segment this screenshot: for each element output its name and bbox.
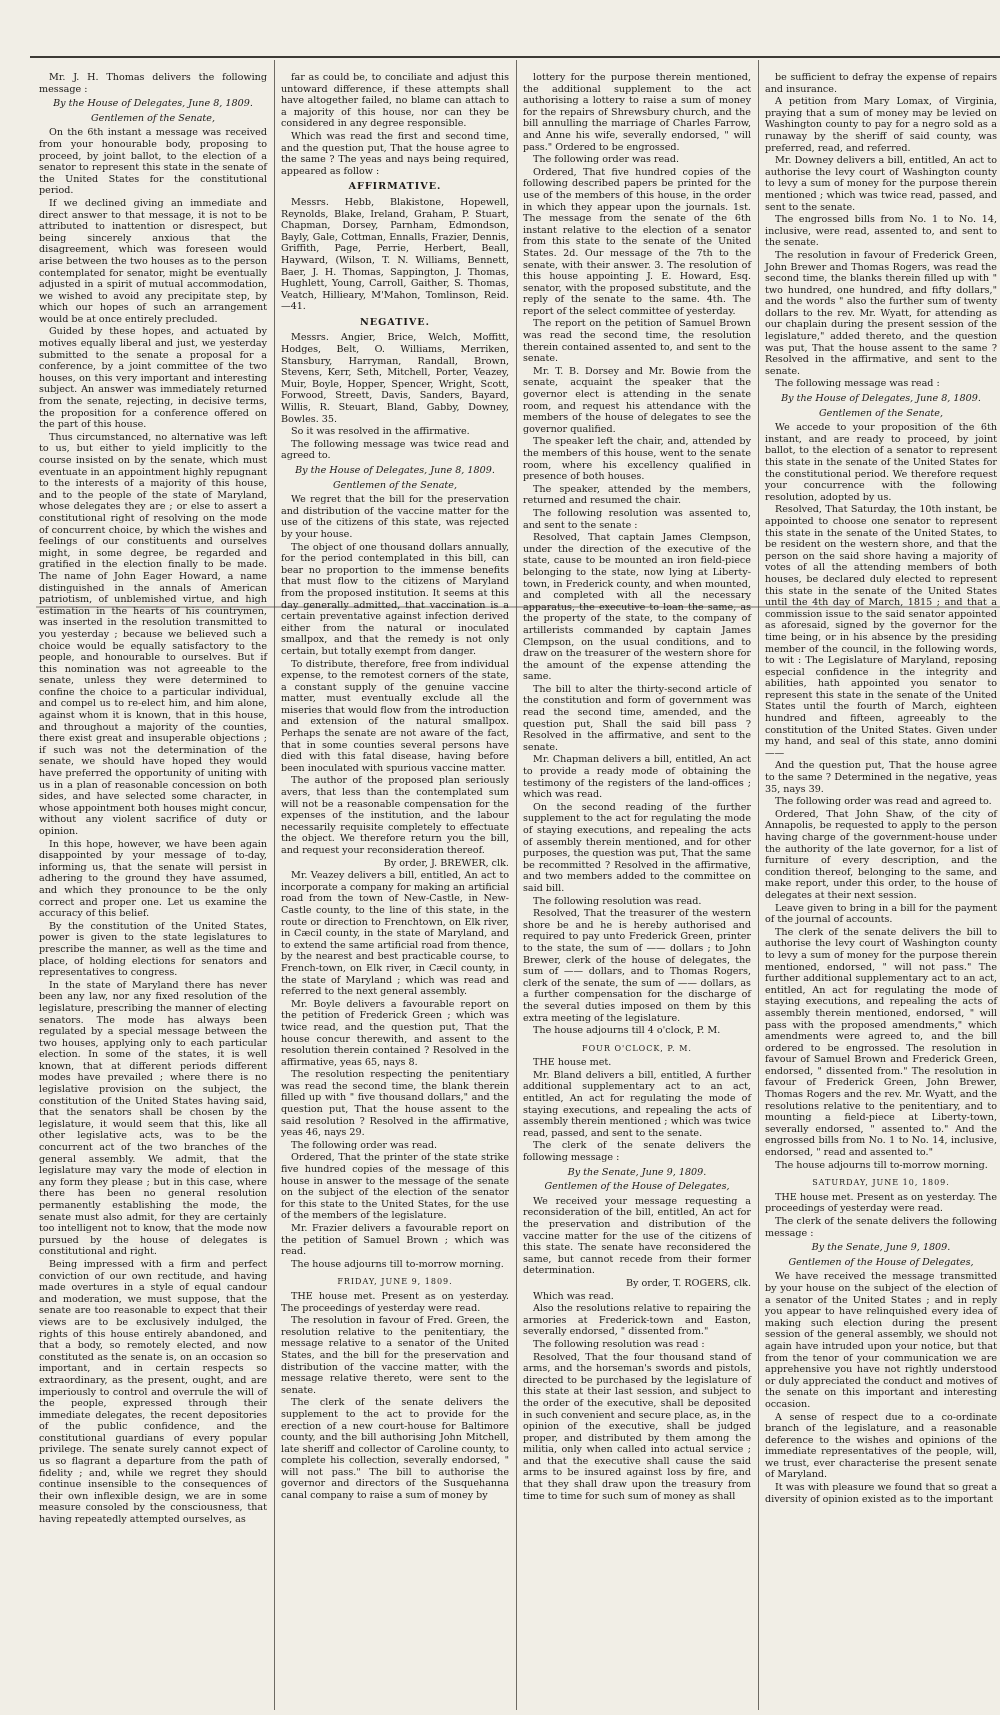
dateline: By the Senate, June 9, 1809.	[811, 1242, 951, 1254]
day-heading: FRIDAY, JUNE 9, 1809.	[337, 1277, 453, 1287]
paragraph: The bill to alter the thirty-second article of the constitution and form of government was read the second time, amended, and the question put, Shall the said bill pass ? Resolved in the affirmative, and sent to the senate.	[523, 683, 751, 753]
paragraph: Guided by these hopes, and actuated by motives equally liberal and just, we yesterday submitted to the senate a proposal for a conference, by a joint committee of the two houses, on this very important and interesting subject. An answer was immediately returned from the senate, rejecting, in decisive terms, the proposition for a conference offered on the part of this house.	[39, 326, 267, 431]
paragraph: Resolved, That the treasurer of the western shore be and he is hereby authorised and required to pay unto Frederick Green, printer to the state, the sum of —— dollars ; to John Brewer, clerk of the house of delegates, the sum of —— dollars, and to Thomas Rogers, clerk of the senate, the sum of —— dollars, as a further compensation for the discharge of the several duties imposed on them by this extra meeting of the legislature.	[523, 908, 751, 1024]
paragraph: We accede to your proposition of the 6th instant, and are ready to proceed, by joint ballot, to the election of a senator to represent this state in the senate of the United States for the constitutional period. We therefore request your concurrence with the following resolution, adopted by us.	[765, 422, 997, 503]
paragraph: Mr. Chapman delivers a bill, entitled, An act to provide a ready mode of obtaining the testimony of the registers of the land-offices ; which was read.	[523, 754, 751, 801]
salutation: Gentlemen of the House of Delegates,	[544, 1181, 730, 1193]
column-3	[520, 72, 754, 1697]
paragraph: The following message was twice read and agreed to.	[281, 438, 509, 462]
paragraph: Being impressed with a firm and perfect conviction of our own rectitude, and having made overtures in a style of equal candour and moderation, we must suppose, that the senate are too reasonable to expect that their views are to be exclusively indulged, the rights of this house entirely abandoned, and that a body, so remotely elected, and now constituted as the senate is, on an occasion so important, and in certain respects so extraordinary, as the present, ought, and are imperiously to control and overrule the will of the people, expressed through their immediate delegates, the recent depositories of the public confidence, and the constitutional guardians of every popular privilege. The senate surely cannot expect of us so flagrant a departure from the path of fidelity ; and, while we regret they should continue insensible to the consequences of their own inflexible design, we are in some measure consoled by the consciousness, that having repeatedly attempted ourselves, as	[39, 1258, 267, 1526]
dateline: By the House of Delegates, June 8, 1809.	[781, 393, 981, 405]
paragraph: Mr. Bland delivers a bill, entitled, A further additional supplementary act to an act, entitled, An act for regulating the mode of staying executions, and repealing the acts of assembly therein mentioned ; which was twice read, passed, and sent to the senate.	[523, 1069, 751, 1139]
dateline: By the House of Delegates, June 8, 1809.	[295, 465, 495, 476]
paragraph: THE house met.	[533, 1057, 612, 1069]
paragraph: In this hope, however, we have been again disappointed by your message of to-day, informing us, that the senate will persist in adhering to the ground they have assumed, and which they pronounce to be the only correct and proper one. Let us examine the accuracy of this belief.	[39, 838, 267, 920]
paragraph: The object of one thousand dollars annually, for the period contemplated in this bill, can bear no proportion to the immense benefits that must flow to the citizens of Maryland from the proposed institution. It seems at this day generally admitted, that vaccination is a certain preventative against infection derived either from the natural or inoculated smallpox, and that the remedy is not only certain, but totally exempt from danger.	[281, 541, 509, 657]
paragraph: On the second reading of the further supplement to the act for regulating the mode of staying executions, and repealing the acts of assembly therein mentioned, and for other purposes, the question was put, That the same be recommitted ? Resolved in the affirmative, and two members added to the committee on said bill.	[523, 801, 751, 894]
salutation: Gentlemen of the House of Delegates,	[788, 1256, 974, 1268]
paragraph: The resolution in favour of Fred. Green, the resolution relative to the penitentiary, the message relative to a senator of the United States, and the bill for the preservation and distribution of the vaccine matter, with the message relative thereto, were sent to the senate.	[281, 1315, 509, 1396]
paragraph: The following resolution was assented to, and sent to the senate :	[523, 507, 751, 531]
paragraph: Which was read the first and second time, and the question put, That the house agree to the same ? The yeas and nays being required, appeared as follow :	[281, 130, 509, 177]
section-heading: AFFIRMATIVE.	[348, 181, 442, 193]
paragraph: The clerk of the senate delivers the supplement to the act to provide for the erection of a new court-house for Baltimore county, and the bill authorising John Mitchell, late sheriff and collector of Caroline county, to complete his collection, severally endorsed, " will not pass." The bill to authorise the governor and directors of the Susquehanna canal company to raise a sum of money by	[281, 1397, 509, 1502]
paragraph: lottery for the purpose therein mentioned, the additional supplement to the act authorising a lottery to raise a sum of money for the repairs of Shrewsbury church, and the bill annulling the marriage of Charles Farrow, and Anne his wife, severally endorsed, " will pass." Ordered to be engrossed.	[523, 72, 751, 153]
paragraph: The house adjourns till to-morrow morning.	[775, 1159, 988, 1171]
paragraph: Resolved, That the four thousand stand of arms, and the horseman's swords and pistols, directed to be purchased by the legislature of this state at their last session, and subject to the order of the executive, shall be deposited in such convenient and secure place, as, in the opinion of the executive, shall be judged proper, and distributed by them among the militia, only when called into actual service ; and that the executive shall cause the said arms to be insured against loss by fire, and that they shall draw upon the treasury from time to time for such sum of money as shall	[523, 1351, 751, 1502]
column-rule	[516, 60, 517, 1710]
column-rule	[274, 60, 275, 1710]
paragraph: The speaker, attended by the members, returned and resumed the chair.	[523, 483, 751, 507]
column-rule	[758, 60, 759, 1710]
paragraph: The following order was read.	[291, 1139, 438, 1151]
top-border-rule	[30, 56, 1000, 58]
paragraph: The engrossed bills from No. 1 to No. 14, inclusive, were read, assented to, and sent to the senate.	[765, 214, 997, 249]
paragraph: We regret that the bill for the preservation and distribution of the vaccine matter for the use of the citizens of this state, was rejected by your house.	[281, 494, 509, 540]
dateline: By the Senate, June 9, 1809.	[567, 1166, 707, 1178]
paragraph: The following resolution was read.	[533, 895, 702, 907]
paragraph: The report on the petition of Samuel Brown was read the second time, the resolution therein contained assented to, and sent to the senate.	[523, 318, 751, 365]
paragraph: The following resolution was read :	[533, 1338, 705, 1350]
day-heading: SATURDAY, JUNE 10, 1809.	[812, 1178, 950, 1188]
paragraph: A sense of respect due to a co-ordinate branch of the legislature, and a reasonable deference to the wishes and opinions of the immediate representatives of the people, will, we trust, ever characterise the present senate of Maryland.	[765, 1411, 997, 1481]
paragraph: Mr. Downey delivers a bill, entitled, An act to authorise the levy court of Washington county to levy a sum of money for the purpose therein mentioned ; which was twice read, passed, and sent to the senate.	[765, 155, 997, 213]
paragraph: THE house met. Present as on yesterday. The proceedings of yesterday were read.	[765, 1191, 997, 1215]
paragraph: A petition from Mary Lomax, of Virginia, praying that a sum of money may be levied on Washington county to pay for a negro sold as a runaway by the sheriff of said county, was preferred, read, and referred.	[765, 96, 997, 154]
paragraph: The resolution respecting the penitentiary was read the second time, the blank therein filled up with " five thousand dollars," and the question put, That the house assent to the said resolution ? Resolved in the affirmative, yeas 46, nays 29.	[281, 1069, 509, 1139]
paragraph: far as could be, to conciliate and adjust this untoward difference, if these attempts shall have altogether failed, no blame can attach to a majority of this house, nor can they be considered in any degree responsible.	[281, 72, 509, 130]
salutation: Gentlemen of the Senate,	[819, 407, 943, 419]
paragraph: Resolved, That Saturday, the 10th instant, be appointed to choose one senator to represent this state in the senate of the United States, to be resident on the western shore, and that the person on the said shore having a majority of votes of all the attending members of both houses, be declared duly elected to represent this state in the senate of the United States until the 4th day of March, 1815 ; and that a commission issue to the said senator appointed as aforesaid, signed by the governor for the time being, or in his absence by the presiding member of the council, in the following words, to wit : The Legislature of Maryland, reposing especial confidence in the integrity and abilities, hath appointed you senator to represent this state in the senate of the United States until the fourth of March, eighteen hundred and fifteen, agreeably to the constitution of the United States. Given under my hand, and seal of this state, anno domini ——	[765, 504, 997, 759]
column-4	[762, 72, 1000, 1697]
salutation: Gentlemen of the Senate,	[333, 479, 457, 491]
paragraph: Messrs. Hebb, Blakistone, Hopewell, Reynolds, Blake, Ireland, Graham, P. Stuart, Chapman, Dorsey, Parnham, Edmondson, Bayly, Gale, Cottman, Ennalls, Frazier, Dennis, Griffith, Page, Perrie, Herbert, Beall, Hayward, (Wilson, T. N. Williams, Bennett, Baer, J. H. Thomas, Sappington, J. Thomas, Hughlett, Young, Carroll, Gaither, S. Thomas, Veatch, Hillieary, M'Mahon, Tomlinson, Reid.—41.	[281, 196, 509, 313]
paragraph: Thus circumstanced, no alternative was left to us, but either to yield implicitly to the course insisted on by the senate, which must eventuate in an appointment highly repugnant to the interests of a majority of this house, and to the people of the state of Maryland, whose delegates they are ; or else to assert a constitutional right of resolving on the mode of concurrent choice, by which the wishes and feelings of our constituents and ourselves might, in some degree, be regarded and gratified in the election finally to be made. The name of John Eager Howard, a name distinguished in the annals of American patriotism, of unblemished virtue, and high estimation in the hearts of his countrymen, was inserted in the resolution transmitted to you yesterday ; because we believed such a choice would be equally satisfactory to the people, and honourable to ourselves. But if this nomination was not agreeable to the senate, unless they were determined to confine the choice to a particular individual, and compel us to re-elect him, and him alone, against whom it is known, that in this house, and throughout a majority of the counties, there exist great and insuperable objections ; if such was not the determination of the senate, we should have hoped they would have preferred the opportunity of uniting with us in a plan of reasonable concession on both sides, and have selected some character, in whose appointment both houses might concur, without any violent sacrifice of duty or opinion.	[39, 431, 267, 837]
paragraph: The following order was read and agreed to.	[775, 796, 992, 808]
paragraph: Ordered, That five hundred copies of the following described papers be printed for the use of the members of this house, in the order in which they appear upon the journals. 1st. The message from the senate of the 6th instant relative to the election of a senator from this state to the senate of the United States. 2d. Our message of the 7th to the senate, with their answer. 3. The resolution of this house appointing J. E. Howard, Esq. senator, with the proposed substitute, and the reply of the senate to the same. 4th. The report of the select committee of yesterday.	[523, 166, 751, 317]
paragraph: Which was read.	[533, 1290, 614, 1302]
paragraph: The resolution in favour of Frederick Green, John Brewer and Thomas Rogers, was read the second time, the blanks therein filled up with " two hundred, one hundred, and fifty dollars," and the words " also the further sum of twenty dollars to the rev. Mr. Wyatt, for attending as our chaplain during the present session of the legislature," added thereto, and the question was put, That the house assent to the same ? Resolved in the affirmative, and sent to the senate.	[765, 249, 997, 377]
paragraph: Mr. T. B. Dorsey and Mr. Bowie from the senate, acquaint the speaker that the governor elect is attending in the senate room, and request his attendance with the members of the house of delegates to see the governor qualified.	[523, 365, 751, 435]
paragraph: The following message was read :	[775, 378, 940, 390]
paragraph: We have received the message transmitted by your house on the subject of the election of a senator of the United States ; and in reply you appear to have relinquished every idea of making such election during the present session of the general assembly, we should not again have intruded upon your notice, but that from the tenor of your communication we are apprehensive you have not rightly understood or duly appreciated the conduct and motives of the senate on this important and interesting occasion.	[765, 1271, 997, 1410]
column-2	[278, 72, 512, 1697]
paragraph: To distribute, therefore, free from individual expense, to the remotest corners of the state, a constant supply of the genuine vaccine matter, must eventually exclude all the miseries that would flow from the introduction and extension of the natural smallpox. Perhaps the senate are not aware of the fact, that in some counties several persons have died with this fatal disease, having before been inoculated with spurious vaccine matter.	[281, 658, 509, 774]
paragraph: On the 6th instant a message was received from your honourable body, proposing to proceed, by joint ballot, to the election of a senator to represent this state in the senate of the United States for the constitutional period.	[39, 127, 267, 197]
paragraph: THE house met. Present as on yesterday. The proceedings of yesterday were read.	[281, 1290, 509, 1314]
paragraph: The clerk of the senate delivers the bill to authorise the levy court of Washington county to levy a sum of money for the purpose therein mentioned, endorsed, " will not pass." The further additional supplementary act to an act, entitled, An act for regulating the mode of staying executions, and repealing the acts of assembly therein mentioned, endorsed, " will pass with the proposed amendments," which amendments were agreed to, and the bill ordered to be engrossed. The resolution in favour of Samuel Brown and Frederick Green, endorsed, " dissented from." The resolution in favour of Frederick Green, John Brewer, Thomas Rogers and the rev. Mr. Wyatt, and the resolutions relative to the penitentiary, and to mounting a field-piece at Liberty-town, severally endorsed, " assented to." And the engrossed bills from No. 1 to No. 14, inclusive, endorsed, " read and assented to."	[765, 926, 997, 1159]
time-heading: FOUR O'CLOCK, P. M.	[582, 1043, 692, 1053]
paragraph: Ordered, That John Shaw, of the city of Annapolis, be requested to apply to the person having charge of the government-house under the authority of the late governor, for a list of furniture of every description, and the condition thereof, belonging to the same, and make report, under this order, to the house of delegates at their next session.	[765, 808, 997, 901]
paragraph: The house adjourns till 4 o'clock, P. M.	[533, 1025, 721, 1037]
paragraph: If we declined giving an immediate and direct answer to that message, it is not to be attributed to inattention or disrespect, but being sincerely anxious that the disagreement, which was foreseen would arise between the two houses as to the person contemplated for senator, might be eventually adjusted in a spirit of mutual accommodation, we wished to avoid any precipitate step, by which our hopes of such an arrangement would be at once entirely precluded.	[39, 197, 267, 325]
paragraph: We received your message requesting a reconsideration of the bill, entitled, An act for the preservation and distribution of the vaccine matter for the use of the citizens of this state. The senate have reconsidered the same, but cannot recede from their former determination.	[523, 1195, 751, 1277]
paragraph: Leave given to bring in a bill for the payment of the journal of accounts.	[765, 902, 997, 926]
paragraph: Mr. Frazier delivers a favourable report on the petition of Samuel Brown ; which was read.	[281, 1223, 509, 1258]
paragraph: Mr. Veazey delivers a bill, entitled, An act to incorporate a company for making an artificial road from the town of New-Castle, in New-Castle county, to the line of this state, in the route or direction to Frenchtown, on Elk river, in Cæcil county, in the state of Maryland, and to extend the same artificial road from thence, by the nearest and best practicable course, to French-town, on Elk river, in Cæcil county, in the state of Maryland ; which was read and referred to the next general assembly.	[281, 870, 509, 998]
paragraph: The following order was read.	[533, 154, 680, 166]
column-1	[36, 72, 270, 1697]
paragraph: By the constitution of the United States, power is given to the state legislatures to prescribe the manner, as well as the time and place, of holding elections for senators and representatives to congress.	[39, 920, 267, 979]
salutation: Gentlemen of the Senate,	[91, 112, 215, 124]
paragraph: The clerk of the senate delivers the following message :	[765, 1216, 997, 1239]
dateline: By the House of Delegates, June 8, 1809.	[53, 98, 253, 110]
signature-line: By order, J. BREWER, clk.	[383, 857, 509, 869]
paragraph: The clerk of the senate delivers the following message :	[523, 1140, 751, 1164]
paragraph: The speaker left the chair, and, attended by the members of this house, went to the senate room, where his excellency qualified in presence of both houses.	[523, 436, 751, 483]
paragraph: Resolved, That captain James Clempson, under the direction of the executive of the state, cause to be mounted an iron field-piece belonging to the state, now lying at Liberty-town, in Frederick county, and when mounted, and completed with all the necessary apparatus, the executive to loan the same, as the property of the state, to the company of artillerists commanded by captain James Clempson, on the usual conditions, and to draw on the treasurer of the western shore for the amount of the expense attending the same.	[523, 532, 751, 683]
paragraph: Ordered, That the printer of the state strike five hundred copies of the message of this house in answer to the message of the senate on the subject of the election of the senator for this state to the United States, for the use of the members of the legislature.	[281, 1152, 509, 1222]
paragraph: be sufficient to defray the expense of repairs and insurance.	[765, 72, 997, 95]
paragraph: Mr. Boyle delivers a favourable report on the petition of Frederick Green ; which was twice read, and the question put, That the house concur therewith, and assent to the resolution therein contained ? Resolved in the affirmative, yeas 65, nays 8.	[281, 998, 509, 1068]
paragraph: In the state of Maryland there has never been any law, nor any fixed resolution of the legislature, prescribing the manner of electing senators. The mode has always been regulated by a special message between the two houses, applying only to each particular election. In some of the states, it is well known, that at different periods different modes have prevailed ; where there is no legislative provision on the subject, the constitution of the United States having said, that the senators shall be chosen by the legislature, it would seem that this, like all other legislative acts, was to be the concurrent act of the two branches of the general assembly. We admit, that the legislature may vary the mode of election in any form they please ; but in this case, where there has been no general resolution permanently establishing the mode, the senate must also admit, for they are certainly too intelligent not to know, that the mode now pursued by the house of delegates is constitutional and right.	[39, 979, 267, 1258]
paragraph: The author of the proposed plan seriously avers, that less than the contemplated sum will not be a reasonable compensation for the expenses of the institution, and the labour necessarily requisite completely to effectuate the object. We therefore return you the bill, and request your reconsideration thereof.	[281, 775, 509, 856]
paragraph: So it was resolved in the affirmative.	[291, 426, 470, 438]
paragraph: Also the resolutions relative to repairing the armories at Frederick-town and Easton, severally endorsed, " dissented from."	[523, 1303, 751, 1338]
signature-line: By order, T. ROGERS, clk.	[625, 1277, 751, 1289]
paragraph: Messrs. Angier, Brice, Welch, Moffitt, Hodges, Belt, O. Williams, Merriken, Stansbury, Harryman, Randall, Brown, Stevens, Kerr, Seth, Mitchell, Porter, Veazey, Muir, Boyle, Hopper, Spencer, Wright, Scott, Forwood, Streett, Davis, Sanders, Bayard, Willis, R. Steuart, Bland, Gabby, Downey, Bowles. 35.	[281, 332, 509, 425]
paragraph: The house adjourns till to-morrow morning.	[291, 1258, 504, 1270]
paragraph: It was with pleasure we found that so great a diversity of opinion existed as to the important	[765, 1482, 997, 1505]
section-heading: NEGATIVE.	[360, 316, 430, 328]
paragraph: And the question put, That the house agree to the same ? Determined in the negative, yeas 35, nays 39.	[765, 760, 997, 795]
paragraph: Mr. J. H. Thomas delivers the following message :	[39, 72, 267, 95]
